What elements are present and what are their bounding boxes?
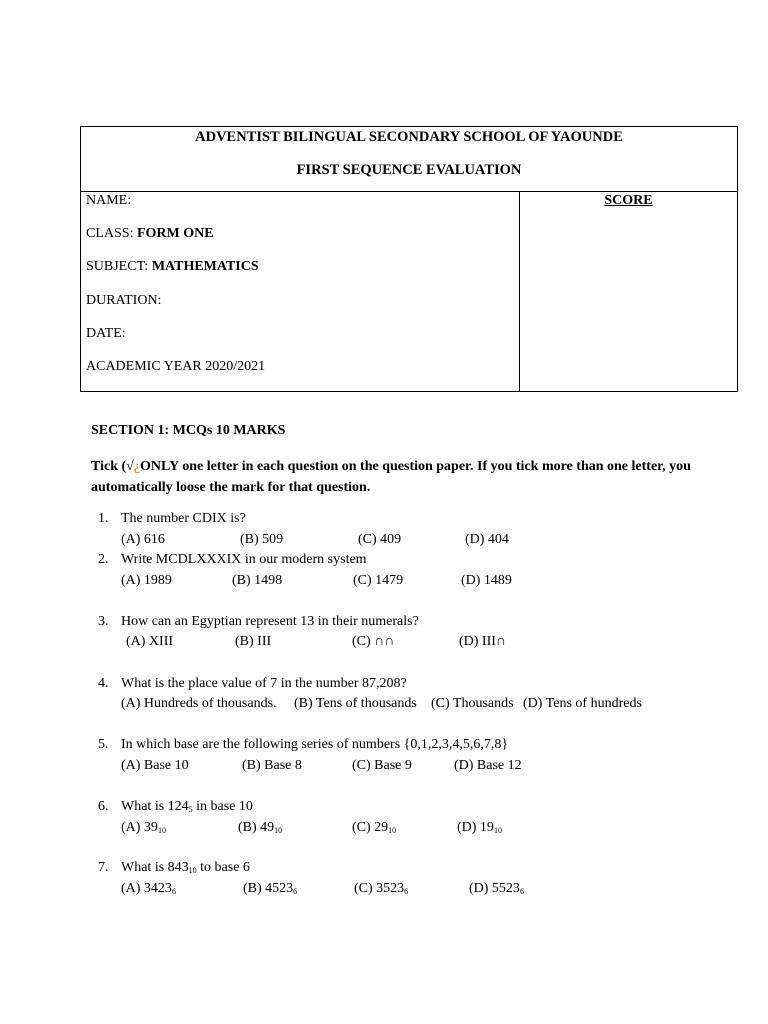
- option-c[interactable]: (C) Base 9: [352, 758, 412, 773]
- student-info-cell: [81, 192, 520, 392]
- option-a[interactable]: [121, 820, 166, 836]
- base-subscript: 10: [188, 866, 197, 875]
- option-value: (B) 4523: [243, 881, 294, 896]
- base-subscript: 5: [188, 805, 193, 814]
- option-value: (D) 19: [457, 820, 494, 835]
- option-value: (D) 5523: [469, 881, 520, 896]
- question-text: In which base are the following series of numbers {0,1,2,3,4,5,6,7,8}: [121, 737, 509, 752]
- question-text: How can an Egyptian represent 13 in their numerals?: [121, 614, 419, 629]
- question-tail: in base 10: [192, 799, 253, 814]
- question-number: 5.: [98, 737, 109, 752]
- option-d[interactable]: [457, 820, 502, 836]
- option-base: 6: [171, 887, 176, 896]
- option-base: 10: [157, 826, 166, 835]
- option-b[interactable]: [238, 820, 282, 836]
- tick-glyph: ¿: [133, 459, 141, 474]
- question-main: What is 124: [121, 799, 189, 814]
- subject-label: SUBJECT:: [86, 259, 149, 275]
- instructions-text: ONLY one letter in each question on the question paper. If you tick more than one letter, you automatically loose the mark for that question.: [91, 459, 691, 495]
- question-number: 4.: [98, 676, 109, 691]
- option-a[interactable]: (A) 1989: [121, 573, 172, 588]
- header-table: [80, 126, 738, 392]
- option-c[interactable]: (C) Thousands: [431, 696, 514, 711]
- class-label: CLASS:: [86, 226, 134, 242]
- option-value: (C) 29: [352, 820, 389, 835]
- option-value: (C) 3523: [354, 881, 405, 896]
- option-d[interactable]: (D) Base 12: [454, 758, 522, 773]
- question-text: Write MCDLXXXIX in our modern system: [121, 552, 367, 567]
- academic-year: ACADEMIC YEAR 2020/2021: [86, 358, 266, 374]
- option-a[interactable]: (A) XIII: [126, 634, 174, 649]
- option-c[interactable]: (C) 1479: [353, 573, 404, 588]
- duration-label: DURATION:: [86, 292, 162, 308]
- option-base: 10: [493, 826, 502, 835]
- option-c[interactable]: (C) 409: [358, 532, 402, 547]
- title-cell: [81, 127, 738, 192]
- option-b[interactable]: (B) 1498: [232, 573, 283, 588]
- option-value: (A) 3423: [121, 881, 172, 896]
- option-b[interactable]: (B) III: [235, 634, 272, 649]
- instructions: [91, 456, 701, 498]
- question-text: The number CDIX is?: [121, 511, 246, 526]
- date-line: [86, 325, 519, 358]
- option-base: 6: [519, 887, 524, 896]
- school-name: ADVENTIST BILINGUAL SECONDARY SCHOOL OF YAOUNDE: [195, 129, 623, 145]
- option-a[interactable]: (A) 616: [121, 532, 165, 547]
- class-line: [86, 225, 519, 258]
- option-base: 10: [388, 826, 397, 835]
- option-base: 10: [274, 826, 283, 835]
- option-d[interactable]: (D) 404: [465, 532, 509, 547]
- duration-line: [86, 292, 519, 325]
- score-label: SCORE: [604, 193, 653, 208]
- exam-title: FIRST SEQUENCE EVALUATION: [296, 162, 522, 178]
- option-c[interactable]: (C) ∩∩: [352, 634, 395, 649]
- date-label: DATE:: [86, 325, 126, 341]
- option-base: 6: [293, 887, 298, 896]
- option-c[interactable]: [354, 881, 408, 897]
- class-value: FORM ONE: [136, 226, 214, 242]
- option-a[interactable]: [121, 881, 176, 897]
- option-b[interactable]: [243, 881, 297, 897]
- option-d[interactable]: (D) III∩: [459, 634, 507, 649]
- question-text: [121, 799, 253, 815]
- option-d[interactable]: (D) Tens of hundreds: [523, 696, 642, 711]
- option-b[interactable]: (B) 509: [240, 532, 284, 547]
- option-d[interactable]: [469, 881, 524, 897]
- option-b[interactable]: (B) Tens of thousands: [294, 696, 417, 711]
- question-number: 3.: [98, 614, 109, 629]
- name-line: [86, 192, 519, 225]
- question-number: 1.: [98, 511, 109, 526]
- option-value: (A) 39: [121, 820, 158, 835]
- question-main: What is 843: [121, 860, 189, 875]
- option-b[interactable]: (B) Base 8: [242, 758, 302, 773]
- question-text: [121, 860, 250, 876]
- score-cell: [520, 192, 738, 392]
- instructions-prefix: Tick (√: [91, 459, 134, 474]
- academic-year-line: [86, 358, 519, 391]
- question-text: What is the place value of 7 in the number 87,208?: [121, 676, 407, 691]
- option-a[interactable]: (A) Base 10: [121, 758, 189, 773]
- question-number: 2.: [98, 552, 109, 567]
- question-number: 6.: [98, 799, 109, 814]
- subject-value: MATHEMATICS: [151, 259, 259, 275]
- question-tail: to base 6: [196, 860, 250, 875]
- subject-line: [86, 258, 519, 291]
- name-label: NAME:: [86, 193, 132, 208]
- option-value: (B) 49: [238, 820, 275, 835]
- option-d[interactable]: (D) 1489: [461, 573, 512, 588]
- option-a[interactable]: (A) Hundreds of thousands.: [121, 696, 277, 711]
- option-base: 6: [404, 887, 409, 896]
- option-c[interactable]: [352, 820, 396, 836]
- question-number: 7.: [98, 860, 109, 875]
- section-title: SECTION 1: MCQs 10 MARKS: [91, 423, 286, 438]
